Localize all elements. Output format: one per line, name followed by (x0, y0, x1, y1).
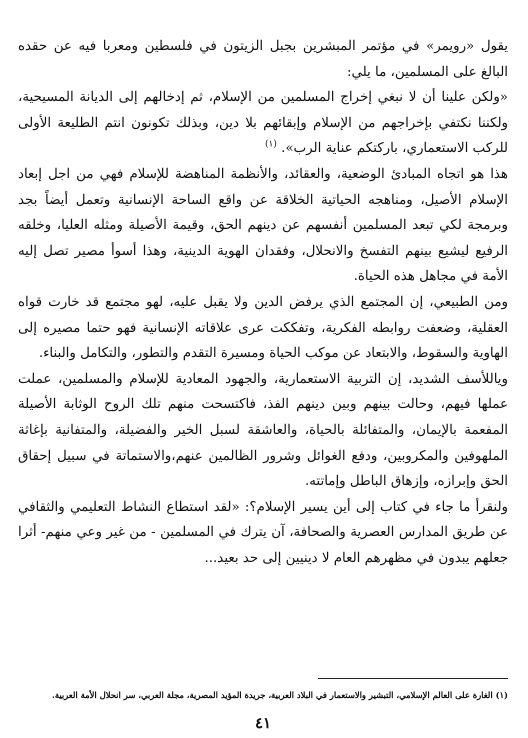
paragraph-6: ولنقرأ ما جاء في كتاب إلى أين يسير الإسلام؟: «لقد استطاع النشاط التعليمي والثقافي عن طريق المدارس العصرية والصحافة، آن يترك في المسلمين - من غير وعي منهم- أثرا جعلهم يبدون في مظهرهم العام لا دينيين إلى حد بعيد... (18, 499, 508, 566)
page-number: ٤١ (254, 714, 272, 732)
page (18, 34, 508, 738)
paragraph-3: هذا هو اتجاه المبادئ الوضعية، والعقائد، والأنظمة المناهضة للإسلام فهي من اجل إبعاد الإسلام الأصيل، ومناهجه الحياتية الخلاقة عن واقع الساحة الإنسانية وتعمل أيضاً بجد وبرمجة لكي تبعد المسلمين أنفسهم عن دينهم الحق، وقيمة الأصيلة ومثله العليا، وخلقه الرفيع ليشيع بينهم التفسخ والانحلال، وفقدان الهوية الدينية، وهذا أسوأ مصير تصل إليه الأمة في مجاهل هذه الحياة. (18, 166, 508, 285)
paragraph-2 (18, 85, 508, 162)
body-text (18, 34, 508, 571)
paragraph-2-text: «ولكن علينا أن لا نبغي إخراج المسلمين من الإسلام، ثم إدخالهم إلى الديانة المسيحية، ولكننا نكتفي بإخراجهم من الإسلام وإبقائهم بلا دين، وبذلك تكونون انتم الطليعة الأولى للركب الاستعماري، باركتكم عناية الرب». (18, 90, 508, 157)
paragraph-1: يقول «رويمر» في مؤتمر المبشرين بجبل الزيتون في فلسطين ومعربا فيه عن حقده البالغ على المسلمين، ما يلي: (18, 39, 508, 80)
footnote-separator (318, 678, 508, 679)
paragraph-5: وياللأسف الشديد، إن التربية الاستعمارية، والجهود المعادية للإسلام والمسلمين، عملت عملها فيهم، وحالت بينهم وبين دينهم الفذ، فاكتسحت منهم تلك الروح الوثابة الأصيلة المفعمة بالإيمان، والمتفائلة بالحياة، والعاشقة لسبل الخير والفضيلة، والمتفانية بإغاثة الملهوفين والمكروبين، ودفع الغوائل وشرور الظالمين عنهم،والاستماتة في سبيل إحقاق الحق وإبرازه، وإزهاق الباطل وإماتته. (18, 371, 508, 490)
footnote: (١) الغارة على العالم الإسلامي، التبشير والاستعمار في البلاد العربية، جريدة المؤيد المصرية، مجلة العربي، سر انحلال الأمة العربية. (51, 690, 508, 700)
footnote-reference: (١) (264, 139, 277, 150)
paragraph-4: ومن الطبيعي، إن المجتمع الذي يرفض الدين ولا يقبل عليه، لهو مجتمع قد خارت قواه العقلية، وضعفت روابطه الفكرية، وتفككت عرى علاقاته الإنسانية فهو حتما مصيره إلى الهاوية والسقوط، والابتعاد عن موكب الحياة ومسيرة التقدم والتطور، والتكامل والبناء. (18, 294, 508, 362)
